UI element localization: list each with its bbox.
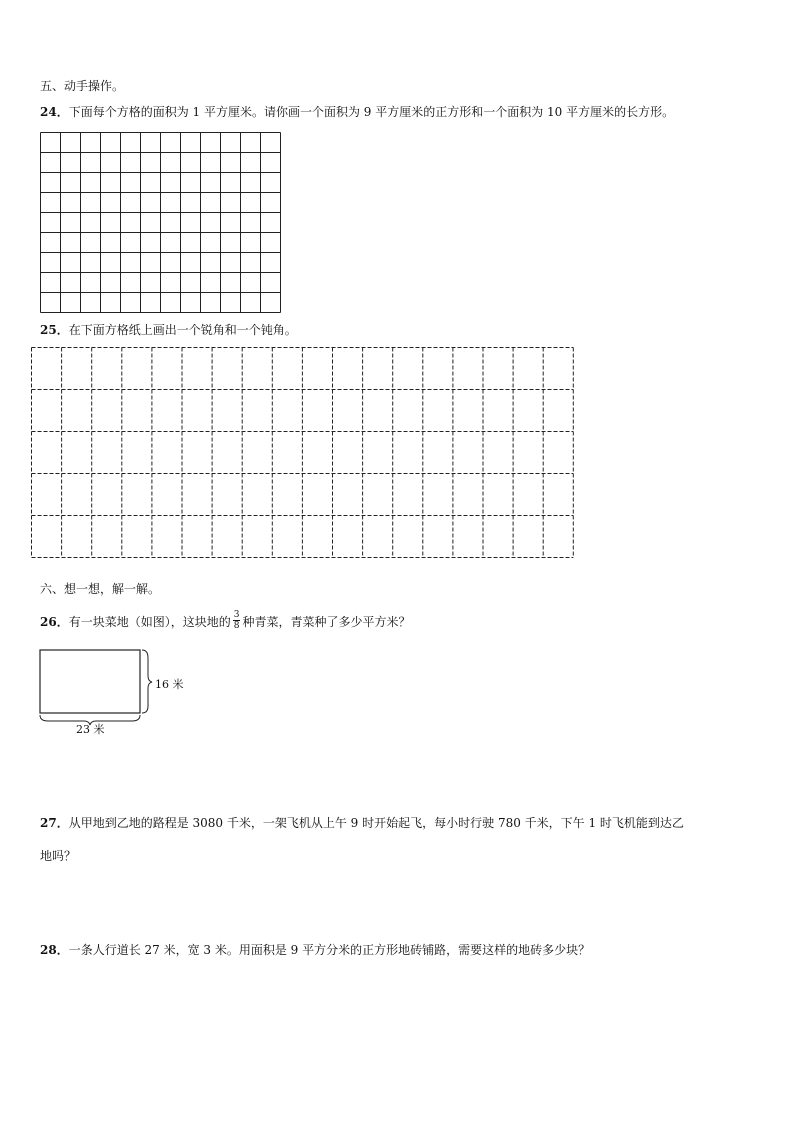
question-26-text-before: 有一块菜地（如图），这块地的 — [68, 615, 231, 629]
question-28-text: 一条人行道长 27 米，宽 3 米。用面积是 9 平方分米的正方形地砖铺路，需要这样的地砖多少块？ — [68, 943, 591, 957]
question-26 — [40, 612, 410, 633]
fraction-numerator: 3 — [233, 610, 240, 620]
vegetable-plot-figure — [36, 648, 166, 728]
question-28 — [40, 942, 590, 958]
question-27-line-2: 地吗？ — [40, 849, 77, 863]
question-24-number: 24． — [40, 105, 69, 119]
vegetable-plot-rectangle — [40, 650, 140, 713]
square-grid-q24[interactable] — [40, 132, 280, 312]
height-brace — [142, 650, 152, 713]
question-26-number: 26． — [40, 615, 69, 629]
fraction-three-eighths — [233, 610, 241, 631]
question-28-number: 28． — [40, 943, 69, 957]
section-five-title: 五、动手操作。 — [40, 79, 125, 93]
dashed-grid-q25[interactable] — [31, 347, 574, 557]
height-label: 16 米 — [155, 678, 184, 691]
question-25-number: 25． — [40, 323, 69, 337]
section-six-title: 六、想一想，解一解。 — [40, 582, 161, 596]
question-27-line-1 — [40, 815, 684, 831]
question-24-text: 下面每个方格的面积为 1 平方厘米。请你画一个面积为 9 平方厘米的正方形和一个面积为 10 平方厘米的长方形。 — [68, 105, 675, 119]
question-25 — [40, 322, 297, 338]
question-25-text: 在下面方格纸上画出一个锐角和一个钝角。 — [68, 323, 297, 337]
question-24 — [40, 104, 674, 120]
fraction-denominator: 8 — [233, 621, 240, 631]
width-label: 23 米 — [76, 723, 105, 736]
question-27-text: 从甲地到乙地的路程是 3080 千米，一架飞机从上午 9 时开始起飞，每小时行驶 780 千米，下午 1 时飞机能到达乙 — [68, 816, 684, 830]
question-26-text-after: 种青菜，青菜种了多少平方米？ — [242, 615, 411, 629]
question-27-number: 27． — [40, 816, 69, 830]
